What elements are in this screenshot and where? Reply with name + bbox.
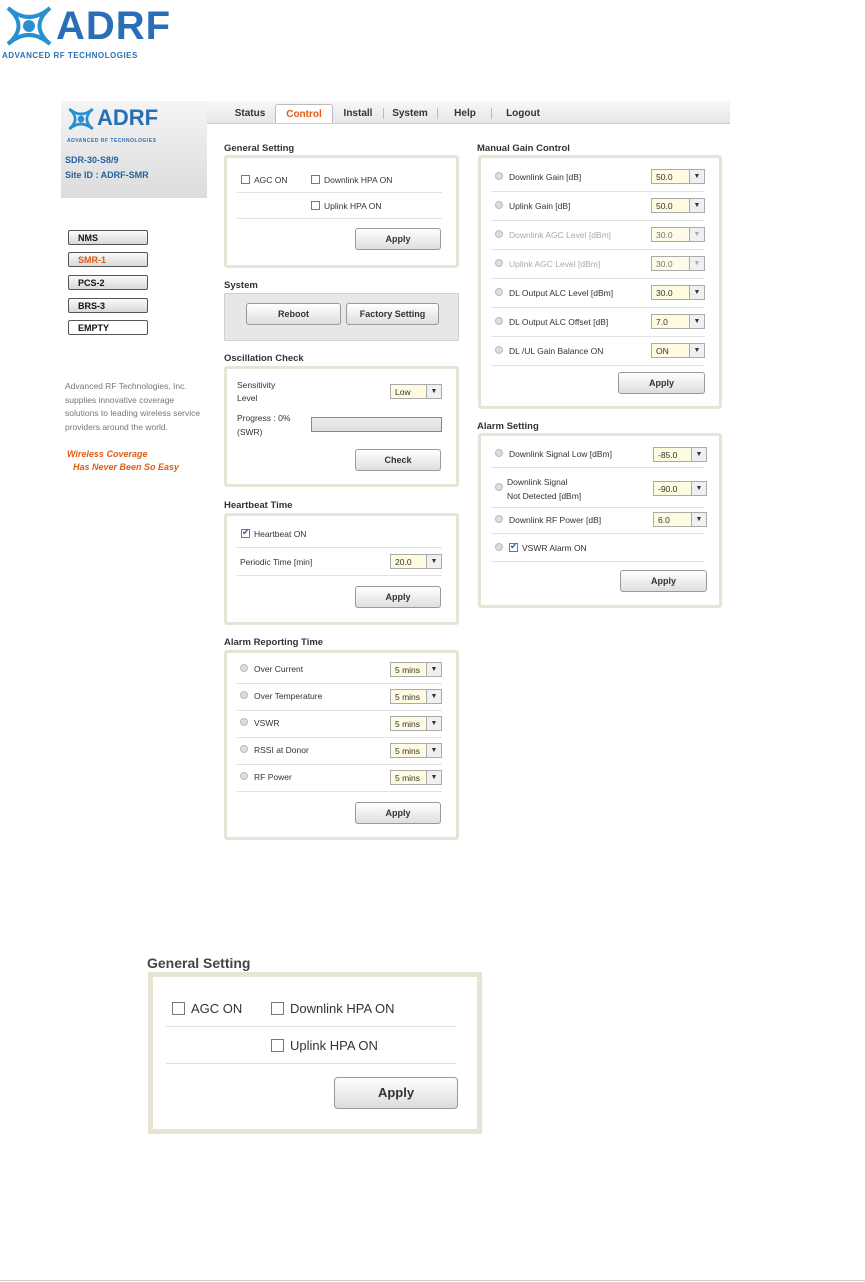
manual-gain-panel: [478, 155, 722, 409]
heartbeat-apply-button[interactable]: Apply: [355, 586, 441, 608]
periodic-time-select[interactable]: [390, 554, 442, 569]
downlink-hpa-label: Downlink HPA ON: [324, 175, 393, 185]
checkbox-icon[interactable]: [271, 1039, 284, 1052]
chevron-down-icon[interactable]: ▼: [426, 690, 441, 703]
general-setting-title: General Setting: [224, 143, 295, 154]
periodic-time-value: 20.0: [395, 557, 412, 567]
about-text: Advanced RF Technologies, Inc. supplies innovative coverage solutions to leading wireless service providers around the world.: [65, 381, 201, 432]
manual-gain-row: [495, 317, 608, 327]
tab-logout[interactable]: Logout: [506, 108, 540, 119]
oscillation-progress-bar: [311, 417, 442, 432]
select-value: -85.0: [658, 450, 678, 460]
nav-button-empty[interactable]: EMPTY: [68, 320, 148, 335]
checkbox-icon[interactable]: [271, 1002, 284, 1015]
select-value: 5 mins: [395, 746, 421, 756]
alarm-setting-label-line-1: Downlink Signal: [507, 477, 568, 487]
progress-label: [237, 411, 290, 439]
chevron-down-icon[interactable]: ▼: [426, 555, 441, 568]
bullet-icon: [495, 483, 503, 491]
alarm-reporting-label: RF Power: [254, 772, 292, 782]
divider: [491, 307, 705, 308]
alarm-reporting-row: [240, 718, 280, 728]
select-value: ON: [656, 346, 669, 356]
heartbeat-on-checkbox[interactable]: [241, 529, 306, 539]
manual-gain-row: [495, 259, 600, 269]
site-id-label: Site ID : ADRF-SMR: [65, 170, 149, 180]
vswr-select[interactable]: [390, 716, 442, 731]
model-label: SDR-30-S8/9: [65, 155, 119, 165]
select-value: 5 mins: [395, 665, 421, 675]
manual-gain-label: DL /UL Gain Balance ON: [509, 346, 604, 356]
nav-button-nms[interactable]: NMS: [68, 230, 148, 245]
slogan-line-2: Has Never Been So Easy: [73, 462, 180, 472]
bullet-icon: [495, 346, 503, 354]
alarm-setting-row: [495, 475, 581, 503]
divider: [237, 547, 442, 548]
select-value: 50.0: [656, 172, 673, 182]
zoom-downlink-hpa-checkbox[interactable]: [271, 1001, 395, 1016]
select-value: 50.0: [656, 201, 673, 211]
zoom-downlink-hpa-label: Downlink HPA ON: [290, 1001, 395, 1016]
divider: [237, 710, 442, 711]
chevron-down-icon[interactable]: ▼: [426, 385, 441, 398]
manual-gain-label: Downlink AGC Level [dBm]: [509, 230, 612, 240]
alarm-reporting-row: [240, 664, 303, 674]
sidebar-header: [61, 101, 207, 198]
nav-button-smr-1[interactable]: SMR-1: [68, 252, 148, 267]
alarm-reporting-apply-button[interactable]: Apply: [355, 802, 441, 824]
checkbox-checked-icon[interactable]: [241, 529, 250, 538]
divider: [491, 336, 705, 337]
chevron-down-icon[interactable]: ▼: [689, 315, 704, 328]
bullet-icon: [240, 664, 248, 672]
zoom-uplink-hpa-label: Uplink HPA ON: [290, 1038, 378, 1053]
zoom-apply-button[interactable]: Apply: [334, 1077, 458, 1109]
heartbeat-title: Heartbeat Time: [224, 500, 293, 511]
agc-on-label: AGC ON: [254, 175, 288, 185]
sensitivity-label-line-2: Level: [237, 393, 258, 403]
alarm-setting-label: Downlink Signal Low [dBm]: [509, 449, 612, 459]
chevron-down-icon[interactable]: ▼: [691, 513, 706, 526]
vswr-alarm-label: VSWR Alarm ON: [522, 543, 587, 553]
checkbox-icon[interactable]: [172, 1002, 185, 1015]
manual-gain-row: [495, 346, 603, 356]
checkbox-icon[interactable]: [241, 175, 250, 184]
manual-gain-apply-button[interactable]: Apply: [618, 372, 705, 394]
zoom-general-setting-panel: [148, 972, 482, 1134]
gain-balance-select[interactable]: [651, 343, 705, 358]
divider: [237, 575, 442, 576]
alarm-reporting-label: VSWR: [254, 718, 280, 728]
check-button[interactable]: Check: [355, 449, 441, 471]
bullet-icon: [495, 172, 503, 180]
general-setting-panel: [224, 155, 459, 268]
divider: [166, 1026, 456, 1027]
manual-gain-row: [495, 230, 611, 240]
chevron-down-icon[interactable]: ▼: [689, 228, 704, 241]
manual-gain-label: Downlink Gain [dB]: [509, 172, 582, 182]
system-title: System: [224, 280, 258, 291]
rf-power-select[interactable]: [390, 770, 442, 785]
dl-alc-offset-select[interactable]: [651, 314, 705, 329]
bullet-icon: [240, 772, 248, 780]
zoom-agc-on-label: AGC ON: [191, 1001, 243, 1016]
alarm-reporting-title: Alarm Reporting Time: [224, 637, 324, 648]
nav-button-brs-3[interactable]: BRS-3: [68, 298, 148, 313]
alarm-setting-row: [495, 515, 601, 525]
tab-separator: [383, 108, 384, 119]
alarm-reporting-row: [240, 745, 309, 755]
alarm-reporting-label: Over Temperature: [254, 691, 323, 701]
zoom-agc-on-checkbox[interactable]: [172, 1001, 242, 1016]
alarm-setting-label: Downlink RF Power [dB]: [509, 515, 602, 525]
divider: [491, 220, 705, 221]
chevron-down-icon[interactable]: ▼: [426, 744, 441, 757]
select-value: 5 mins: [395, 692, 421, 702]
divider: [491, 191, 705, 192]
tab-help[interactable]: Help: [454, 108, 476, 119]
divider: [237, 791, 442, 792]
divider: [237, 192, 442, 193]
bullet-icon: [495, 317, 503, 325]
slogan: [67, 448, 179, 474]
sensitivity-select[interactable]: [390, 384, 442, 399]
sidebar: [61, 101, 207, 841]
tab-status[interactable]: Status: [234, 108, 266, 119]
select-value: 7.0: [656, 317, 668, 327]
adrf-logo-icon: [2, 2, 56, 50]
alarm-reporting-label: Over Current: [254, 664, 304, 674]
bullet-icon: [240, 745, 248, 753]
reboot-button[interactable]: Reboot: [246, 303, 341, 325]
manual-gain-label: Uplink AGC Level [dBm]: [509, 259, 601, 269]
chevron-down-icon[interactable]: ▼: [691, 448, 706, 461]
uplink-hpa-checkbox[interactable]: [311, 201, 381, 211]
over-current-select[interactable]: [390, 662, 442, 677]
page-divider: [0, 1280, 865, 1281]
divider: [237, 737, 442, 738]
chevron-down-icon[interactable]: ▼: [426, 663, 441, 676]
sidebar-brand: ADRF: [97, 105, 159, 130]
brand-tagline: ADVANCED RF TECHNOLOGIES: [2, 51, 138, 60]
bullet-icon: [240, 718, 248, 726]
downlink-hpa-checkbox[interactable]: [311, 175, 392, 185]
periodic-time-label: Periodic Time [min]: [240, 557, 313, 567]
zoom-uplink-hpa-checkbox[interactable]: [271, 1038, 378, 1053]
chevron-down-icon[interactable]: ▼: [691, 482, 706, 495]
chevron-down-icon[interactable]: ▼: [689, 344, 704, 357]
bullet-icon: [495, 543, 503, 551]
manual-gain-label: Uplink Gain [dB]: [509, 201, 571, 211]
tab-separator: [437, 108, 438, 119]
sensitivity-label: [237, 379, 275, 405]
dl-signal-low-select[interactable]: [653, 447, 707, 462]
manual-gain-label: DL Output ALC Offset [dB]: [509, 317, 609, 327]
chevron-down-icon[interactable]: ▼: [426, 717, 441, 730]
divider: [237, 683, 442, 684]
manual-gain-label: DL Output ALC Level [dBm]: [509, 288, 614, 298]
over-temperature-select[interactable]: [390, 689, 442, 704]
divider: [491, 249, 705, 250]
sidebar-tagline: ADVANCED RF TECHNOLOGIES: [67, 138, 157, 144]
downlink-gain-select[interactable]: [651, 169, 705, 184]
divider: [491, 365, 705, 366]
sensitivity-label-line-1: Sensitivity: [237, 380, 276, 390]
manual-gain-row: [495, 172, 581, 182]
slogan-line-1: Wireless Coverage: [67, 449, 148, 459]
alarm-setting-title: Alarm Setting: [477, 421, 539, 432]
progress-label-line-1: Progress : 0%: [237, 413, 291, 423]
factory-setting-button[interactable]: Factory Setting: [346, 303, 439, 325]
manual-gain-row: [495, 201, 570, 211]
tab-separator: [491, 108, 492, 119]
tab-control[interactable]: Control: [275, 104, 333, 123]
dl-rf-power-select[interactable]: [653, 512, 707, 527]
alarm-setting-row: [495, 449, 612, 459]
bullet-icon: [495, 288, 503, 296]
chevron-down-icon[interactable]: ▼: [689, 286, 704, 299]
alarm-reporting-row: [240, 772, 292, 782]
chevron-down-icon[interactable]: ▼: [426, 771, 441, 784]
chevron-down-icon[interactable]: ▼: [689, 170, 704, 183]
divider: [491, 533, 705, 534]
divider: [491, 507, 705, 508]
vswr-alarm-row[interactable]: [495, 543, 587, 553]
bullet-icon: [495, 449, 503, 457]
alarm-reporting-row: [240, 691, 322, 701]
agc-on-checkbox[interactable]: [241, 175, 288, 185]
tab-install[interactable]: Install: [343, 108, 373, 119]
manual-gain-title: Manual Gain Control: [477, 143, 570, 154]
rssi-donor-select[interactable]: [390, 743, 442, 758]
manual-gain-row: [495, 288, 613, 298]
select-value: 30.0: [656, 230, 673, 240]
adrf-logo-icon: [66, 105, 96, 133]
sensitivity-value: Low: [395, 387, 411, 397]
uplink-gain-select[interactable]: [651, 198, 705, 213]
tab-bar: [207, 101, 730, 124]
progress-label-line-2: (SWR): [237, 427, 263, 437]
top-logo: [0, 0, 170, 62]
select-value: 30.0: [656, 288, 673, 298]
select-value: 6.0: [658, 515, 670, 525]
select-value: -90.0: [658, 484, 678, 494]
bullet-icon: [495, 515, 503, 523]
downlink-agc-select[interactable]: [651, 227, 705, 242]
checkbox-icon[interactable]: [311, 201, 320, 210]
checkbox-checked-icon[interactable]: [509, 543, 518, 552]
dl-not-detected-select[interactable]: [653, 481, 707, 496]
alarm-setting-label-line-2: Not Detected [dBm]: [507, 491, 582, 501]
alarm-reporting-label: RSSI at Donor: [254, 745, 309, 755]
select-value: 5 mins: [395, 719, 421, 729]
chevron-down-icon[interactable]: ▼: [689, 257, 704, 270]
brand-name: ADRF: [56, 4, 172, 48]
chevron-down-icon[interactable]: ▼: [689, 199, 704, 212]
general-apply-button[interactable]: Apply: [355, 228, 441, 250]
divider: [491, 467, 705, 468]
select-value: 30.0: [656, 259, 673, 269]
divider: [491, 561, 705, 562]
zoom-general-setting-title: General Setting: [147, 955, 251, 971]
checkbox-icon[interactable]: [311, 175, 320, 184]
divider: [237, 218, 442, 219]
bullet-icon: [495, 259, 503, 267]
divider: [491, 278, 705, 279]
oscillation-title: Oscillation Check: [224, 353, 304, 364]
nav-button-pcs-2[interactable]: PCS-2: [68, 275, 148, 290]
divider: [237, 764, 442, 765]
bullet-icon: [240, 691, 248, 699]
tab-system[interactable]: System: [392, 108, 428, 119]
select-value: 5 mins: [395, 773, 421, 783]
uplink-agc-select[interactable]: [651, 256, 705, 271]
bullet-icon: [495, 230, 503, 238]
bullet-icon: [495, 201, 503, 209]
divider: [166, 1063, 456, 1064]
alarm-setting-apply-button[interactable]: Apply: [620, 570, 707, 592]
uplink-hpa-label: Uplink HPA ON: [324, 201, 382, 211]
dl-alc-level-select[interactable]: [651, 285, 705, 300]
heartbeat-on-label: Heartbeat ON: [254, 529, 307, 539]
